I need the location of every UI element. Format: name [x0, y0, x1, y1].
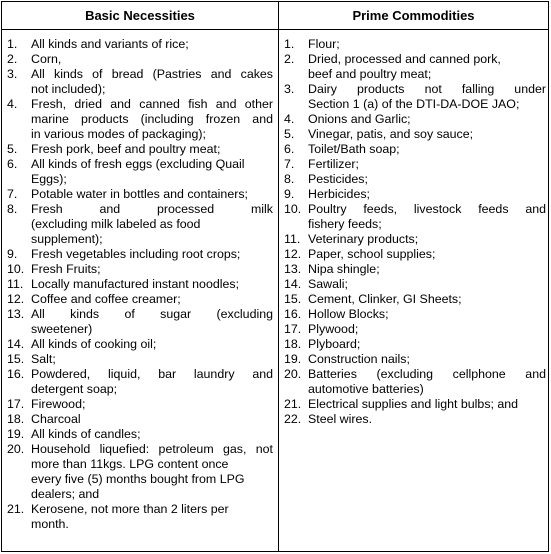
item-text — [31, 157, 273, 187]
list-item — [7, 427, 273, 442]
item-text — [31, 142, 273, 157]
item-text-line: All kinds and variants of rice; — [31, 37, 189, 51]
item-text — [31, 202, 273, 247]
item-text-line: All kinds of candles; — [31, 427, 141, 441]
item-number: 19. — [7, 427, 25, 441]
item-number: 21. — [284, 397, 302, 411]
item-text-line: Batteries (excluding cellphone and — [308, 367, 546, 381]
item-text — [31, 352, 273, 367]
item-number: 12. — [7, 292, 25, 306]
item-number: 21. — [7, 502, 25, 516]
item-text-line: automotive batteries) — [308, 382, 424, 396]
item-text — [308, 127, 546, 142]
item-text — [308, 157, 546, 172]
item-text — [308, 187, 546, 202]
item-text-line: Fresh and processed milk — [31, 202, 273, 216]
item-text-line: Herbicides; — [308, 187, 370, 201]
item-text-line: Locally manufactured instant noodles; — [31, 277, 240, 291]
item-number: 11. — [284, 232, 301, 246]
item-number: 17. — [7, 397, 25, 411]
item-number: 4. — [7, 97, 18, 111]
commodities-table — [1, 1, 549, 552]
item-text-line: Salt; — [31, 352, 56, 366]
item-text-line: Plyboard; — [308, 337, 361, 351]
prime-commodities-list — [284, 37, 546, 427]
item-number: 14. — [284, 277, 302, 291]
list-item — [7, 412, 273, 427]
list-item — [284, 337, 546, 352]
item-number: 16. — [284, 307, 302, 321]
list-item — [7, 352, 273, 367]
item-text-line: Hollow Blocks; — [308, 307, 389, 321]
prime-commodities-header: Prime Commodities — [352, 8, 475, 23]
item-text-line: Fresh pork, beef and poultry meat; — [31, 142, 221, 156]
item-number: 3. — [7, 67, 18, 81]
list-item — [7, 397, 273, 412]
item-text-line: Construction nails; — [308, 352, 410, 366]
list-item — [284, 82, 546, 112]
item-text — [31, 337, 273, 352]
list-item — [7, 52, 273, 67]
list-item — [284, 322, 546, 337]
item-text — [308, 277, 546, 292]
list-item — [7, 37, 273, 52]
list-item — [284, 52, 546, 82]
item-number: 13. — [284, 262, 302, 276]
list-item — [7, 97, 273, 142]
item-text — [308, 52, 546, 82]
item-number: 20. — [284, 367, 302, 381]
header-divider — [2, 29, 548, 30]
list-item — [7, 262, 273, 277]
list-item — [7, 337, 273, 352]
item-text-line: All kinds of fresh eggs (excluding Quail — [31, 157, 245, 171]
item-text — [308, 202, 546, 232]
item-text-line: Veterinary products; — [308, 232, 419, 246]
item-text-line: (excluding milk labeled as food — [31, 217, 201, 231]
item-text — [31, 397, 273, 412]
item-number: 3. — [284, 82, 295, 96]
basic-necessities-header: Basic Necessities — [85, 8, 195, 23]
item-text-line: Electrical supplies and light bulbs; and — [308, 397, 519, 411]
item-text-line: Pesticides; — [308, 172, 368, 186]
item-number: 20. — [7, 442, 25, 456]
item-text-line: Cement, Clinker, GI Sheets; — [308, 292, 462, 306]
item-text — [31, 247, 273, 262]
item-number: 10. — [284, 202, 302, 216]
item-text — [31, 442, 273, 502]
item-text-line: detergent soap; — [31, 382, 118, 396]
item-text — [308, 337, 546, 352]
item-number: 9. — [7, 247, 18, 261]
list-item — [284, 202, 546, 232]
item-number: 18. — [7, 412, 25, 426]
item-number: 22. — [284, 412, 302, 426]
item-number: 6. — [284, 142, 295, 156]
item-text-line: Coffee and coffee creamer; — [31, 292, 181, 306]
item-text — [308, 322, 546, 337]
list-item — [284, 307, 546, 322]
item-text-line: Household liquefied: petroleum gas, not — [31, 442, 273, 456]
list-item — [7, 187, 273, 202]
item-text-line: All kinds of sugar (excluding — [31, 307, 273, 321]
item-number: 4. — [284, 112, 295, 126]
list-item — [7, 142, 273, 157]
item-text-line: month. — [31, 517, 69, 531]
item-text — [31, 427, 273, 442]
list-item — [284, 367, 546, 397]
column-divider — [278, 2, 279, 551]
item-text — [31, 292, 273, 307]
list-item — [284, 142, 546, 157]
list-item — [284, 187, 546, 202]
item-number: 2. — [7, 52, 18, 66]
item-text — [31, 502, 273, 532]
list-item — [284, 247, 546, 262]
item-text-line: Potable water in bottles and containers; — [31, 187, 248, 201]
item-text-line: every five (5) months bought from LPG — [31, 472, 245, 486]
item-text-line: Dried, processed and canned pork, — [308, 52, 501, 66]
list-item — [284, 37, 546, 52]
item-text-line: Kerosene, not more than 2 liters per — [31, 502, 229, 516]
item-text — [31, 307, 273, 337]
item-number: 5. — [7, 142, 18, 156]
list-item — [7, 367, 273, 397]
item-text-line: Firewood; — [31, 397, 86, 411]
item-number: 1. — [7, 37, 18, 51]
item-text — [308, 82, 546, 112]
item-text-line: Paper, school supplies; — [308, 247, 436, 261]
item-text — [308, 307, 546, 322]
list-item — [284, 232, 546, 247]
item-text-line: Fertilizer; — [308, 157, 359, 171]
item-text — [308, 262, 546, 277]
item-text — [31, 97, 273, 142]
item-text — [31, 37, 273, 52]
basic-necessities-list — [7, 37, 273, 532]
item-text-line: Dairy products not falling under — [308, 82, 546, 96]
item-text — [308, 352, 546, 367]
item-number: 9. — [284, 187, 295, 201]
item-number: 7. — [7, 187, 18, 201]
item-text — [308, 367, 546, 397]
list-item — [284, 157, 546, 172]
item-text-line: dealers; and — [31, 487, 100, 501]
item-text — [31, 67, 273, 97]
list-item — [284, 397, 546, 412]
item-number: 16. — [7, 367, 25, 381]
item-text — [308, 292, 546, 307]
item-number: 17. — [284, 322, 302, 336]
item-text — [31, 367, 273, 397]
item-text-line: Fresh Fruits; — [31, 262, 101, 276]
item-text-line: sweetener) — [31, 322, 93, 336]
item-text-line: Charcoal — [31, 412, 81, 426]
item-text — [308, 232, 546, 247]
item-text — [31, 412, 273, 427]
item-text-line: Flour; — [308, 37, 340, 51]
item-text — [308, 247, 546, 262]
item-text-line: Vinegar, patis, and soy sauce; — [308, 127, 474, 141]
item-number: 5. — [284, 127, 295, 141]
item-text-line: Corn, — [31, 52, 62, 66]
list-item — [7, 292, 273, 307]
item-number: 10. — [7, 262, 25, 276]
list-item — [284, 352, 546, 367]
list-item — [284, 172, 546, 187]
item-number: 11. — [7, 277, 24, 291]
item-text — [31, 262, 273, 277]
item-text-line: more than 11kgs. LPG content once — [31, 457, 229, 471]
item-text-line: Toilet/Bath soap; — [308, 142, 400, 156]
item-number: 19. — [284, 352, 302, 366]
item-text-line: All kinds of cooking oil; — [31, 337, 157, 351]
list-item — [7, 202, 273, 247]
item-number: 13. — [7, 307, 25, 321]
item-text-line: Fresh vegetables including root crops; — [31, 247, 241, 261]
list-item — [7, 247, 273, 262]
item-text-line: Poultry feeds, livestock feeds and — [308, 202, 546, 216]
item-text-line: not included); — [31, 82, 106, 96]
item-text-line: All kinds of bread (Pastries and cakes — [31, 67, 273, 81]
item-number: 7. — [284, 157, 295, 171]
item-text — [308, 112, 546, 127]
item-text-line: Nipa shingle; — [308, 262, 380, 276]
item-text — [308, 172, 546, 187]
item-text-line: Powdered, liquid, bar laundry and — [31, 367, 273, 381]
item-text-line: marine products (including frozen and — [31, 112, 273, 126]
list-item — [284, 292, 546, 307]
item-number: 15. — [284, 292, 302, 306]
list-item — [284, 112, 546, 127]
item-text — [308, 142, 546, 157]
item-text-line: supplement); — [31, 232, 103, 246]
list-item — [7, 157, 273, 187]
list-item — [7, 277, 273, 292]
item-text-line: Eggs); — [31, 172, 67, 186]
item-text-line: fishery feeds; — [308, 217, 382, 231]
item-number: 15. — [7, 352, 25, 366]
item-number: 2. — [284, 52, 295, 66]
item-text — [308, 412, 546, 427]
item-text-line: Sawali; — [308, 277, 348, 291]
item-text — [31, 277, 273, 292]
item-number: 8. — [284, 172, 295, 186]
item-number: 18. — [284, 337, 302, 351]
item-text-line: in various modes of packaging); — [31, 127, 206, 141]
item-number: 8. — [7, 202, 18, 216]
item-text — [31, 52, 273, 67]
list-item — [7, 67, 273, 97]
list-item — [7, 442, 273, 502]
list-item — [284, 412, 546, 427]
item-text-line: beef and poultry meat; — [308, 67, 432, 81]
list-item — [7, 502, 273, 532]
item-text-line: Steel wires. — [308, 412, 373, 426]
item-number: 12. — [284, 247, 302, 261]
item-text — [31, 187, 273, 202]
item-number: 14. — [7, 337, 25, 351]
item-number: 1. — [284, 37, 295, 51]
item-number: 6. — [7, 157, 18, 171]
item-text-line: Section 1 (a) of the DTI-DA-DOE JAO; — [308, 97, 520, 111]
list-item — [7, 307, 273, 337]
list-item — [284, 277, 546, 292]
list-item — [284, 127, 546, 142]
list-item — [284, 262, 546, 277]
item-text — [308, 37, 546, 52]
item-text-line: Fresh, dried and canned fish and other — [31, 97, 273, 111]
item-text-line: Plywood; — [308, 322, 359, 336]
item-text — [308, 397, 546, 412]
item-text-line: Onions and Garlic; — [308, 112, 411, 126]
